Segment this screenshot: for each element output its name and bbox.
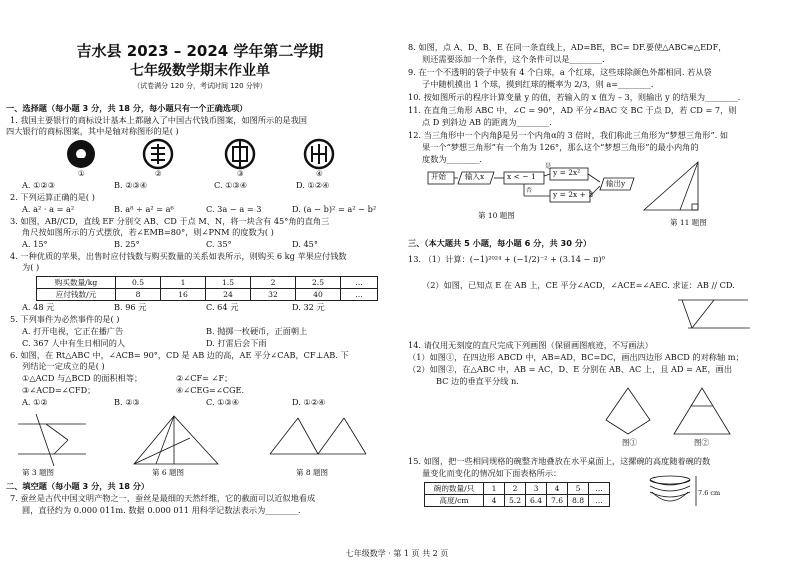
bank-logo-1-icon xyxy=(67,140,95,168)
q8-text2: 则还需要添加一个条件，这个条件可以是________. xyxy=(422,54,605,64)
q2-option-d[interactable]: D. (a − b)² = a² − b² xyxy=(292,204,377,214)
q6-option-d[interactable]: D. ①②④ xyxy=(292,397,326,407)
q6-option-c[interactable]: C. ①③④ xyxy=(206,397,240,407)
q12-text1: 12. 当三角形中一个内角β是另一个内角α的 3 倍时，我们称此三角形为“梦想三角形”. 如 xyxy=(408,130,729,140)
table-cell: 7.6 xyxy=(547,495,568,507)
q3-option-c[interactable]: C. 35° xyxy=(206,239,232,249)
table-cell: 24 xyxy=(206,289,251,301)
fig14-a-caption: 图① xyxy=(622,438,637,447)
q15-text1: 15. 如图，把一些相同规格的碗整齐地叠放在水平桌面上，这摞碗的高度随着碗的数 xyxy=(408,456,711,466)
table-cell: 1.5 xyxy=(206,277,251,289)
q5-option-a[interactable]: A. 打开电视，它正在播广告 xyxy=(22,326,124,336)
table-row xyxy=(425,483,610,495)
section3-heading: 三、（本大题共 5 小题，每小题 6 分，共 30 分） xyxy=(408,238,592,248)
table-cell: 应付钱数/元 xyxy=(37,289,116,301)
q12-text2: 果一个“梦想三角形”有一个角为 126°，那么这个“梦想三角形”的最小内角的 xyxy=(422,142,699,152)
flow-yes: 是 xyxy=(545,163,552,170)
q1-text: 1. 我国主要银行的商标设计基本上都融入了中国古代钱币图案，如图所示的是我国 xyxy=(10,115,307,125)
table-cell: … xyxy=(341,289,378,301)
q7-text2: 圆，直径约为 0.000 011m. 数据 0.000 011 用科学记数法表示为________. xyxy=(22,505,301,515)
table-cell: 0.5 xyxy=(116,277,161,289)
bowl-height-label: 7.6 cm xyxy=(698,489,721,497)
q4-text2: 为( ) xyxy=(22,262,40,272)
fig11-diagram xyxy=(640,158,706,218)
flow-no: 否 xyxy=(526,187,533,194)
table-cell: 高度/cm xyxy=(425,495,484,507)
table-row xyxy=(37,277,378,289)
q14-text1: 14. 请仅用无刻度的直尺完成下列画图（保留画图痕迹，不写画法） xyxy=(408,340,653,350)
bowl-stack-icon xyxy=(646,474,706,512)
q6-option-a[interactable]: A. ①② xyxy=(22,397,48,407)
q11-text1: 11. 在直角三角形 ABC 中，∠C = 90°，AD 平分∠BAC 交 BC 于点 D，若 CD = 7，则 xyxy=(408,105,737,115)
flow-start: 开始 xyxy=(431,172,446,181)
fig3-diagram xyxy=(18,414,86,466)
q1-option-a[interactable]: A. ①②③ xyxy=(22,180,56,190)
exam-note: （试卷满分 120 分，考试时间 120 分钟） xyxy=(133,82,267,90)
q5-option-c[interactable]: C. 367 人中有生日相同的人 xyxy=(22,338,126,348)
table-cell: 2 xyxy=(505,483,526,495)
flow-branch2: y = 2x + 3 xyxy=(553,190,594,199)
q4-option-b[interactable]: B. 96 元 xyxy=(114,302,147,312)
table-cell: 32 xyxy=(251,289,296,301)
table-cell: 4 xyxy=(547,483,568,495)
left-column xyxy=(6,0,394,561)
table-cell: 4 xyxy=(484,495,505,507)
table-row xyxy=(425,495,610,507)
logo-label-1: ① xyxy=(78,169,85,178)
q3-text2: 角尺按如图所示的方式摆放，若∠EMB=80°，则∠PNM 的度数为( ) xyxy=(22,227,274,237)
q4-option-d[interactable]: D. 32 元 xyxy=(292,302,325,312)
q3-option-d[interactable]: D. 45° xyxy=(292,239,318,249)
q12-text3: 度数为________. xyxy=(422,154,482,164)
q13-part2: （2）如图，已知点 E 在 AB 上，CE 平分∠ACD，∠ACE=∠AEC. 求证：AB // CD. xyxy=(422,280,735,290)
fig11-caption: 第 11 题图 xyxy=(670,218,707,227)
q11-text2: 点 D 到斜边 AB 的距离为________. xyxy=(422,117,552,127)
table-cell: … xyxy=(589,495,610,507)
q15-text2: 量变化而变化的情况如下面表格所示： xyxy=(422,468,562,478)
logo-label-2: ② xyxy=(155,169,162,178)
q3-option-b[interactable]: B. 25° xyxy=(114,239,140,249)
section1-heading: 一、选择题（每小题 3 分，共 18 分，每小题只有一个正确选项） xyxy=(6,103,248,113)
fig10-caption: 第 10 题图 xyxy=(478,211,515,220)
q3-option-a[interactable]: A. 15° xyxy=(22,239,48,249)
q3-text1: 3. 如图，AB//CD，直线 EF 分别交 AB、CD 于点 M、N，将一块含有 45°角的直角三 xyxy=(10,216,330,226)
q15-bowl-table xyxy=(424,482,610,507)
table-row xyxy=(37,289,378,301)
q13-part1: 13. （1）计算：(−1)²⁰²⁴ + (−1/2)⁻² + (3.14 − π)⁰ xyxy=(408,254,605,264)
fig6-caption: 第 6 题图 xyxy=(152,468,185,477)
q14-text4: BC 边的垂直平分线 n. xyxy=(436,376,519,386)
q2-text: 2. 下列运算正确的是( ) xyxy=(10,192,95,202)
table-cell: 5 xyxy=(568,483,589,495)
table-cell: 16 xyxy=(161,289,206,301)
fig14-diagrams xyxy=(598,384,738,440)
q2-option-b[interactable]: B. a⁸ ÷ a² = a⁶ xyxy=(114,204,174,214)
fig14-b-caption: 图② xyxy=(694,438,709,447)
q14-text2: （1）如图①，在四边形 ABCD 中，AB=AD，BC=DC，画出四边形 ABCD 的对称轴 m； xyxy=(408,352,744,362)
q4-option-c[interactable]: C. 64 元 xyxy=(206,302,239,312)
bank-logo-4-icon xyxy=(305,140,333,168)
table-cell: 购买数量/kg xyxy=(37,277,116,289)
q10-text: 10. 按如图所示的程序计算变量 y 的值，若输入的 x 值为 – 3，则输出 y 的结果为________. xyxy=(408,92,741,102)
q6-text2: 列结论一定成立的是( ) xyxy=(22,361,105,371)
q1-text2: 四大银行的商标图案，其中是轴对称图形的是( ) xyxy=(6,126,179,136)
table-cell: 1 xyxy=(161,277,206,289)
fig13-diagram xyxy=(674,292,754,336)
flow-output: 输出y xyxy=(606,179,626,188)
q4-price-table xyxy=(36,276,378,301)
table-cell: 1 xyxy=(484,483,505,495)
q4-text1: 4. 一种优质的苹果，出售时应付钱数与购买数量的关系如表所示，则购买 6 kg 苹果应付钱数 xyxy=(10,251,347,261)
fig6-diagram xyxy=(134,416,218,464)
flow-condition: x < − 1 xyxy=(507,172,536,181)
bank-logo-3-icon xyxy=(226,140,254,168)
title-line2: 七年级数学期末作业单 xyxy=(130,63,270,79)
fig8-diagram xyxy=(270,418,366,454)
table-cell: 6.4 xyxy=(526,495,547,507)
q6-stmt1: ①△ACD 与△BCD 的面积相等； xyxy=(22,373,143,383)
table-cell: 40 xyxy=(296,289,341,301)
table-cell: 碗的数量/只 xyxy=(425,483,484,495)
q9-text2: 子中随机摸出 1 个球，摸到红球的概率为 2/3，则 a=________. xyxy=(422,79,654,89)
q7-text1: 7. 蚕丝是古代中国文明产物之一，蚕丝是最细的天然纤维，它的截面可以近似地看成 xyxy=(10,493,316,503)
q14-text3: （2）如图②，在△ABC 中，AB = AC，D、E 分别在 AB、AC 上，且 AD = AE，画出 xyxy=(408,364,733,374)
table-cell: … xyxy=(589,483,610,495)
table-cell: … xyxy=(341,277,378,289)
left-figures xyxy=(6,410,394,470)
q1-option-b[interactable]: B. ②③④ xyxy=(114,180,148,190)
right-column xyxy=(408,0,792,561)
q6-text1: 6. 如图，在 Rt△ABC 中，∠ACB= 90°，CD 是 AB 边的高，AE 平分∠CAB，CF⊥AB. 下 xyxy=(10,350,349,360)
q2-option-c[interactable]: C. 3a − a = 3 xyxy=(206,204,262,214)
q6-stmt4: ④∠CEG=∠CGE. xyxy=(176,385,245,395)
fig8-caption: 第 8 题图 xyxy=(296,468,329,477)
q4-option-a[interactable]: A. 48 元 xyxy=(22,302,55,312)
bank-logo-2-icon xyxy=(144,140,172,168)
q6-stmt3: ③∠ACD=∠CFD； xyxy=(22,385,96,395)
q8-text1: 8. 如图，点 A、D、B、E 在同一条直线上，AD=BE，BC= DF.要使△ABC≌△EDF， xyxy=(408,42,727,52)
table-cell: 5.2 xyxy=(505,495,526,507)
section2-heading: 二、填空题（每小题 3 分，共 18 分） xyxy=(6,481,150,491)
q2-option-a[interactable]: A. a² · a = a² xyxy=(22,204,75,214)
q1-option-d[interactable]: D. ①②④ xyxy=(296,180,330,190)
logo-label-4: ④ xyxy=(316,169,323,178)
q5-text: 5. 下列事件为必然事件的是( ) xyxy=(10,314,120,324)
flow-input: 输入x xyxy=(465,172,485,181)
page-footer: 七年级数学 · 第 1 页 共 2 页 xyxy=(345,549,449,558)
table-cell: 3 xyxy=(526,483,547,495)
table-cell: 8 xyxy=(116,289,161,301)
table-cell: 2 xyxy=(251,277,296,289)
flow-branch1: y = 2x² xyxy=(553,168,581,177)
table-cell: 8.8 xyxy=(568,495,589,507)
table-cell: 2.5 xyxy=(296,277,341,289)
bank-logos xyxy=(6,136,394,180)
q9-text1: 9. 在一个不透明的袋子中装有 4 个白球，a 个红球，这些球除颜色外都相同. 若从袋 xyxy=(408,67,712,77)
title-line1: 吉水县 2023 – 2024 学年第二学期 xyxy=(76,42,324,60)
q1-option-c[interactable]: C. ①③④ xyxy=(214,180,248,190)
fig3-caption: 第 3 题图 xyxy=(22,468,55,477)
q6-stmt2: ②∠CF= ∠F； xyxy=(176,373,233,383)
q5-option-d[interactable]: D. 打雷后会下雨 xyxy=(206,338,267,348)
q6-option-b[interactable]: B. ②③ xyxy=(114,397,140,407)
q5-option-b[interactable]: B. 抛掷一枚硬币，正面朝上 xyxy=(206,326,308,336)
logo-label-3: ③ xyxy=(237,169,244,178)
